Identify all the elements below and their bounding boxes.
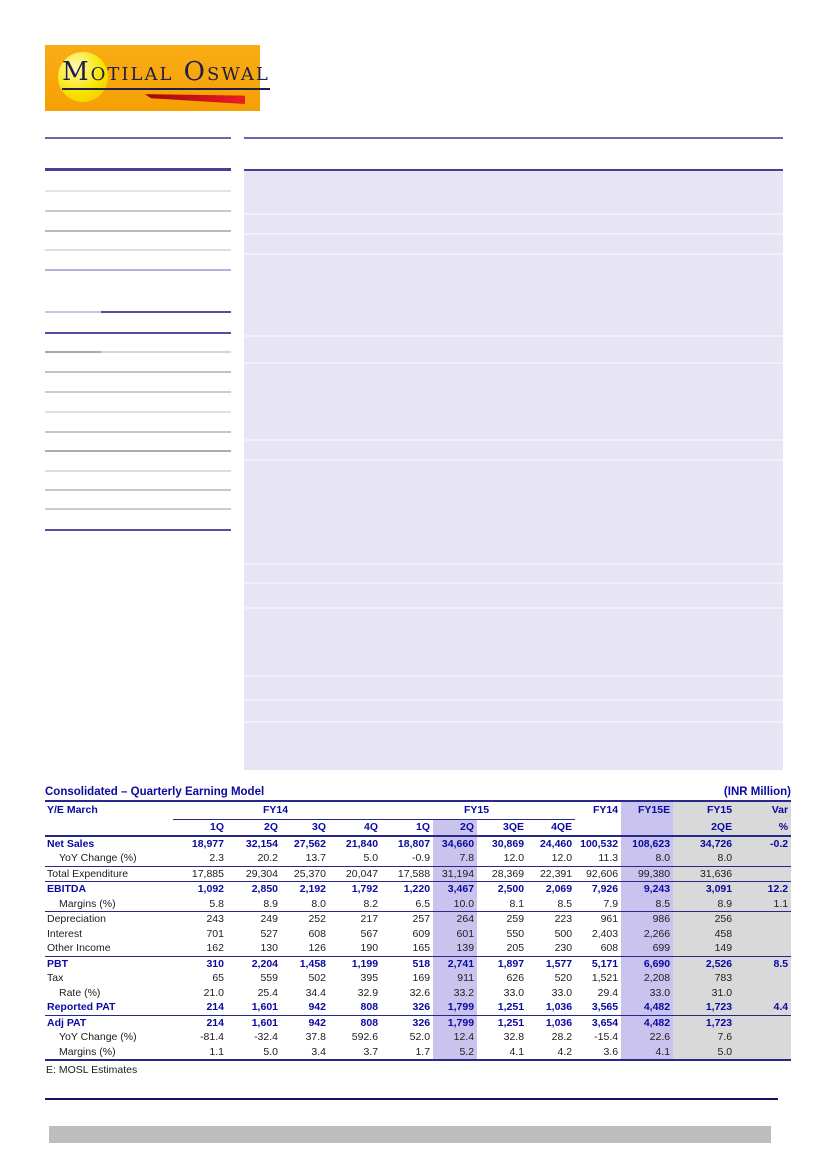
cell: 264 — [433, 912, 477, 927]
cell: 149 — [673, 941, 735, 956]
cell: 567 — [360, 927, 379, 940]
cell: 32.8 — [503, 1031, 525, 1043]
cell: 5.0 — [227, 1045, 281, 1061]
cell: 502 — [308, 972, 326, 984]
cell: 31.0 — [673, 986, 735, 1001]
cell: 2,403 — [591, 927, 619, 940]
cell: 608 — [308, 927, 326, 940]
panel-row-line — [244, 253, 783, 255]
footer-bar — [49, 1126, 771, 1143]
cell: 20.2 — [227, 851, 281, 866]
cell — [735, 1045, 791, 1061]
cell: 911 — [433, 971, 477, 986]
cell: 21.0 — [203, 986, 224, 999]
cell: 326 — [412, 1016, 431, 1029]
cell: 8.9 — [673, 897, 735, 912]
annual-header-fy15: FY15 — [673, 802, 735, 820]
cell: 3,091 — [673, 882, 735, 897]
row-label: Interest — [47, 927, 83, 940]
rule — [45, 351, 231, 353]
cell: 223 — [554, 913, 573, 925]
cell: 130 — [227, 941, 281, 956]
cell: 3.7 — [329, 1045, 381, 1061]
cell: 99,380 — [621, 866, 673, 882]
cell: 190 — [329, 941, 381, 956]
cell: 12.2 — [735, 882, 791, 897]
cell: 395 — [360, 972, 379, 984]
logo-wordmark — [62, 57, 270, 90]
panel-row-line — [244, 675, 783, 677]
row-label: Depreciation — [47, 913, 106, 925]
cell: 8.2 — [329, 897, 381, 912]
panel-row-line — [244, 335, 783, 337]
cell: 12.0 — [477, 851, 527, 866]
cell: 5.2 — [433, 1045, 477, 1061]
row-label: Tax — [47, 972, 64, 984]
cell: 100,532 — [580, 837, 619, 850]
cell: 8.0 — [673, 851, 735, 866]
cell: 33.0 — [503, 986, 525, 999]
cell: 808 — [360, 1016, 379, 1029]
motilal-oswal-logo — [45, 45, 270, 111]
cell: 33.2 — [433, 986, 477, 1001]
quarter-header-spacer — [45, 820, 173, 836]
table-row — [45, 986, 791, 1001]
quarter-header-cell: 2Q — [227, 820, 281, 836]
rule — [45, 190, 231, 192]
row-label: YoY Change (%) — [59, 1031, 137, 1043]
table-row — [45, 882, 791, 897]
table-body — [45, 836, 791, 1061]
cell: 6,690 — [621, 956, 673, 971]
quarter-header-row — [45, 820, 791, 836]
cell: 4,482 — [621, 1015, 673, 1030]
cell: 33.0 — [621, 986, 673, 1001]
panel-row-line — [244, 439, 783, 441]
cell: 162 — [173, 941, 227, 956]
cell — [735, 866, 791, 882]
cell: 8.1 — [477, 897, 527, 912]
cell: 25.4 — [257, 986, 278, 999]
cell: 1,799 — [433, 1000, 477, 1015]
cell — [735, 941, 791, 956]
group-header-row — [45, 802, 791, 820]
chart-placeholder-panel — [244, 169, 783, 770]
cell: 32,154 — [245, 837, 278, 850]
quarter-header-cell — [575, 820, 621, 836]
cell: 21,840 — [345, 837, 379, 850]
row-label: PBT — [47, 957, 68, 970]
panel-row-line — [244, 362, 783, 364]
cell: 942 — [308, 1016, 326, 1029]
cell: 608 — [575, 941, 621, 956]
cell: 27,562 — [293, 837, 326, 850]
cell: 165 — [381, 941, 433, 956]
cell: 326 — [381, 1000, 433, 1015]
cell: 1.1 — [735, 897, 791, 912]
cell: 8.0 — [621, 851, 673, 866]
cell: 1,220 — [403, 883, 431, 895]
cell: 5.0 — [329, 851, 381, 866]
annual-header-var: Var — [735, 802, 791, 820]
annual-header-fy15e: FY15E — [621, 802, 673, 820]
cell: 5.0 — [673, 1045, 735, 1061]
cell: 169 — [412, 972, 431, 984]
cell: 601 — [433, 927, 477, 942]
cell: 8.5 — [735, 956, 791, 971]
cell: 4.2 — [527, 1045, 575, 1061]
cell: 1.7 — [381, 1045, 433, 1061]
cell: 8.0 — [281, 897, 329, 912]
row-label: Net Sales — [47, 837, 95, 850]
cell: 12.0 — [527, 851, 575, 866]
cell: 3,654 — [591, 1016, 619, 1029]
table-row — [45, 971, 791, 986]
cell: 2,850 — [251, 883, 278, 895]
cell: 25,370 — [281, 866, 329, 882]
cell: 11.3 — [575, 851, 621, 866]
cell: 7.9 — [575, 897, 621, 912]
cell: 31,636 — [673, 866, 735, 882]
cell: 31,194 — [433, 866, 477, 882]
logo-swoosh-icon — [145, 92, 245, 104]
rule — [45, 411, 231, 413]
cell — [735, 986, 791, 1001]
footer-rule — [45, 1098, 778, 1100]
cell: 1,251 — [497, 1016, 525, 1029]
quarter-header-cell: 1Q — [173, 820, 227, 836]
cell: 18,977 — [191, 837, 224, 850]
table-row — [45, 897, 791, 912]
cell: 1,199 — [351, 957, 379, 970]
cell: 4.1 — [621, 1045, 673, 1061]
panel-row-line — [244, 233, 783, 235]
cell: 52.0 — [409, 1031, 431, 1043]
cell: 1,792 — [351, 883, 379, 895]
ye-march-label: Y/E March — [47, 804, 98, 817]
cell: 2,266 — [621, 927, 673, 942]
cell: 986 — [621, 912, 673, 927]
cell — [735, 927, 791, 942]
cell: 550 — [506, 927, 525, 940]
cell: 6.5 — [381, 897, 433, 912]
table-footnote: E: MOSL Estimates — [46, 1064, 138, 1076]
cell: 33.0 — [551, 986, 573, 999]
quarterly-earning-model — [45, 782, 791, 1076]
cell: 4,482 — [621, 1000, 673, 1015]
quarter-header-cell: 4QE — [527, 820, 575, 836]
cell: 1,601 — [227, 1000, 281, 1015]
quarter-header-cell: 4Q — [329, 820, 381, 836]
rule — [45, 249, 231, 251]
cell — [735, 971, 791, 986]
cell: 5.8 — [173, 897, 227, 912]
rule — [45, 168, 231, 171]
cell: 108,623 — [621, 836, 673, 852]
earnings-table — [45, 802, 791, 1061]
cell: 32.6 — [409, 986, 431, 999]
cell: 205 — [477, 941, 527, 956]
cell: 243 — [206, 913, 224, 925]
cell: 34.4 — [305, 986, 326, 999]
cell — [735, 1015, 791, 1030]
table-row — [45, 1000, 791, 1015]
quarter-header-cell: 2Q — [433, 820, 477, 836]
cell: 609 — [412, 927, 431, 940]
cell: 3.6 — [575, 1045, 621, 1061]
cell: 217 — [360, 913, 379, 925]
panel-row-line — [244, 563, 783, 565]
row-label: Rate (%) — [59, 986, 101, 999]
table-row — [45, 1015, 791, 1030]
cell: 3,565 — [575, 1000, 621, 1015]
cell — [735, 1030, 791, 1045]
quarter-header-cell: 1Q — [381, 820, 433, 836]
cell: 37.8 — [305, 1031, 326, 1043]
row-label: Reported PAT — [45, 1000, 173, 1015]
cell: 8.9 — [227, 897, 281, 912]
cell: 8.5 — [527, 897, 575, 912]
cell: 559 — [260, 972, 278, 984]
cell: 4.1 — [477, 1045, 527, 1061]
row-label: Adj PAT — [47, 1016, 87, 1029]
cell: 1,723 — [673, 1015, 735, 1030]
row-label: Other Income — [45, 941, 173, 956]
quarter-header-cell: 2QE — [673, 820, 735, 836]
cell: 1,723 — [673, 1000, 735, 1015]
cell: -0.2 — [735, 836, 791, 852]
rule — [45, 371, 231, 373]
cell: 230 — [527, 941, 575, 956]
cell — [735, 912, 791, 927]
quarter-header-cell — [621, 820, 673, 836]
cell: 28.2 — [551, 1031, 573, 1043]
cell: 92,606 — [575, 866, 621, 882]
cell: 13.7 — [281, 851, 329, 866]
rule — [244, 137, 783, 139]
table-row — [45, 956, 791, 971]
cell: 1,092 — [197, 883, 224, 895]
cell: 8.5 — [621, 897, 673, 912]
cell: 22.6 — [621, 1030, 673, 1045]
table-title: Consolidated – Quarterly Earning Model — [45, 786, 265, 798]
rule — [45, 450, 231, 452]
rule — [45, 332, 231, 334]
cell: 28,369 — [477, 866, 527, 882]
rule — [45, 529, 231, 531]
cell: 2,069 — [545, 883, 573, 895]
cell: 592.6 — [351, 1031, 379, 1043]
panel-row-line — [244, 607, 783, 609]
annual-header-fy14: FY14 — [592, 804, 619, 817]
cell: 701 — [206, 927, 224, 940]
cell: 1,036 — [545, 1016, 573, 1029]
cell: 259 — [506, 913, 525, 925]
cell: 30,869 — [491, 837, 525, 850]
rule — [45, 470, 231, 472]
cell: 29,304 — [227, 866, 281, 882]
rule — [45, 230, 231, 232]
row-label: EBITDA — [47, 883, 87, 895]
cell: -32.4 — [254, 1031, 278, 1043]
cell: 1,251 — [477, 1000, 527, 1015]
cell — [735, 851, 791, 866]
cell: 961 — [600, 913, 619, 925]
cell: 214 — [173, 1000, 227, 1015]
cell: 626 — [506, 972, 525, 984]
row-label: YoY Change (%) — [45, 851, 173, 866]
cell: 5,171 — [591, 957, 619, 970]
cell: 20,047 — [329, 866, 381, 882]
table-row — [45, 836, 791, 852]
table-row — [45, 1045, 791, 1061]
cell: 2,208 — [621, 971, 673, 986]
cell: 4.4 — [735, 1000, 791, 1015]
rule — [45, 431, 231, 433]
cell: 214 — [206, 1016, 224, 1029]
cell: 520 — [554, 972, 573, 984]
cell: 2.3 — [173, 851, 227, 866]
cell: 7,926 — [591, 883, 619, 895]
cell: 65 — [212, 972, 224, 984]
table-row — [45, 941, 791, 956]
quarter-header-cell: 3Q — [281, 820, 329, 836]
cell: 2,500 — [497, 883, 525, 895]
cell: 24,460 — [539, 837, 573, 850]
cell: 22,391 — [527, 866, 575, 882]
rule — [45, 508, 231, 510]
cell: 699 — [621, 941, 673, 956]
cell: 310 — [206, 957, 224, 970]
table-row — [45, 851, 791, 866]
quarter-header-cell: % — [735, 820, 791, 836]
panel-row-line — [244, 213, 783, 215]
cell: -81.4 — [200, 1031, 224, 1043]
cell: 2,741 — [433, 956, 477, 971]
cell: 2,526 — [673, 956, 735, 971]
panel-row-line — [244, 721, 783, 723]
cell: 7.8 — [433, 851, 477, 866]
group-fy14: FY14 — [173, 802, 381, 820]
logo-word-2: Oswal — [183, 57, 270, 87]
rule — [45, 311, 231, 313]
cell: 3,467 — [433, 882, 477, 897]
cell: 518 — [412, 957, 431, 970]
panel-row-line — [244, 459, 783, 461]
cell: 3.4 — [281, 1045, 329, 1061]
cell: 18,807 — [397, 837, 431, 850]
row-label: Margins (%) — [45, 1045, 173, 1061]
panel-row-line — [244, 582, 783, 584]
table-row — [45, 927, 791, 942]
cell: 32.9 — [357, 986, 379, 999]
cell: 256 — [673, 912, 735, 927]
cell: 126 — [281, 941, 329, 956]
rule — [45, 489, 231, 491]
cell: 500 — [554, 927, 573, 940]
cell: 17,885 — [173, 866, 227, 882]
cell: 12.4 — [433, 1030, 477, 1045]
row-label: Total Expenditure — [45, 866, 173, 882]
cell: 1,601 — [251, 1016, 278, 1029]
cell: 9,243 — [621, 882, 673, 897]
cell: 1,897 — [497, 957, 525, 970]
cell: 1,799 — [433, 1015, 477, 1030]
cell: -15.4 — [594, 1031, 619, 1043]
logo-word-1: Motilal — [62, 57, 174, 87]
cell: -0.9 — [381, 851, 433, 866]
cell: 34,660 — [433, 836, 477, 852]
row-label: Margins (%) — [45, 897, 173, 912]
cell: 7.6 — [673, 1030, 735, 1045]
table-row — [45, 866, 791, 882]
cell: 249 — [260, 913, 278, 925]
cell: 808 — [329, 1000, 381, 1015]
cell: 783 — [673, 971, 735, 986]
table-unit-label: (INR Million) — [723, 786, 791, 798]
panel-row-line — [244, 699, 783, 701]
cell: 2,192 — [299, 883, 326, 895]
cell: 1,577 — [545, 957, 573, 970]
cell: 1.1 — [173, 1045, 227, 1061]
rule — [45, 210, 231, 212]
cell: 1,521 — [591, 972, 619, 984]
cell: 458 — [673, 927, 735, 942]
cell: 1,036 — [527, 1000, 575, 1015]
cell: 10.0 — [433, 897, 477, 912]
table-row — [45, 1030, 791, 1045]
cell: 1,458 — [299, 957, 326, 970]
rule — [45, 391, 231, 393]
cell: 29.4 — [597, 986, 619, 999]
cell: 34,726 — [673, 836, 735, 852]
cell: 2,204 — [251, 957, 278, 970]
rule — [45, 137, 231, 139]
table-row — [45, 912, 791, 927]
cell: 942 — [281, 1000, 329, 1015]
table-title-row — [45, 782, 791, 802]
rule — [45, 269, 231, 271]
quarter-header-cell: 3QE — [477, 820, 527, 836]
cell: 17,588 — [381, 866, 433, 882]
cell: 527 — [260, 927, 278, 940]
cell: 139 — [433, 941, 477, 956]
cell: 257 — [412, 913, 431, 925]
cell: 252 — [308, 913, 326, 925]
group-fy15: FY15 — [381, 802, 575, 820]
